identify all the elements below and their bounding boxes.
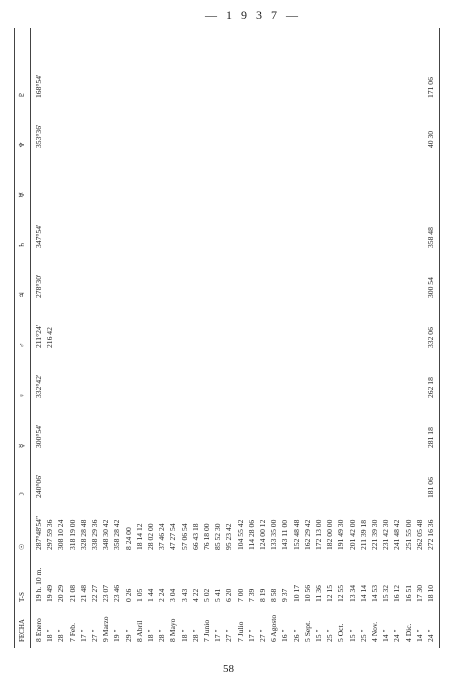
table-cell: 25 " — [358, 629, 368, 642]
table-cell: 10 56 — [302, 584, 312, 602]
table-cell: 66 43 18 — [190, 523, 200, 550]
table-cell: 300 54 — [426, 277, 435, 298]
table-cell: 13 34 — [347, 584, 357, 602]
table-cell: 332°42' — [34, 374, 43, 398]
table-cell: 172 13 00 — [314, 519, 323, 550]
table-cell: 18 " — [146, 629, 155, 642]
table-cell: 16 12 — [392, 584, 402, 602]
table-cell: 191 49 30 — [336, 519, 346, 550]
table-cell: 1 05 — [134, 588, 144, 602]
table-cell: 281 18 — [426, 427, 435, 448]
table-cell: 328 28 48 — [78, 519, 88, 550]
table-cell: 15 " — [314, 629, 323, 642]
table-cell: 1 44 — [146, 588, 155, 602]
table-cell: 19 49 — [45, 584, 55, 602]
header-neptune-icon: ♆ — [18, 141, 26, 148]
table-cell: 85 52 30 — [213, 523, 223, 550]
table-cell: 211 39 18 — [358, 519, 368, 550]
table-cell: 300°54' — [34, 424, 43, 448]
table-cell: 152 48 48 — [291, 519, 301, 550]
table-cell: 18 14 12 — [134, 523, 144, 550]
table-cell: 18 10 — [426, 584, 435, 602]
table-cell: 182 00 00 — [325, 519, 335, 550]
table-cell: 22 27 — [90, 584, 99, 602]
table-cell: 7 Julio — [235, 621, 245, 642]
table-cell: 19 " — [112, 629, 122, 642]
table-cell: 27 " — [258, 629, 267, 642]
table-cell: 3 43 — [179, 588, 189, 602]
table-cell: 14 53 — [370, 584, 379, 602]
table-cell: 57 06 54 — [179, 523, 189, 550]
table-cell: 240°06' — [34, 474, 43, 498]
table-cell: 18 " — [45, 629, 55, 642]
table-cell: 8 Enero — [34, 618, 43, 642]
table-cell: 4 Dic. — [403, 623, 413, 642]
table-cell: 28 " — [190, 629, 200, 642]
table-cell: 15 " — [347, 629, 357, 642]
table-cell: 3 04 — [168, 588, 178, 602]
table-cell: 27 " — [224, 629, 234, 642]
table-cell: 133 35 00 — [269, 519, 279, 550]
table-cell: 7 Junio — [202, 619, 211, 642]
header-pluto-icon: ♇ — [18, 91, 26, 98]
table-cell: 9 37 — [280, 588, 290, 602]
table-cell: 5 02 — [202, 588, 211, 602]
table-cell: 8 Abril — [134, 620, 144, 642]
table-cell: 114 28 06 — [246, 519, 256, 550]
table-cell: 171 06 — [426, 77, 435, 98]
table-cell: 278°30' — [34, 274, 43, 298]
table-cell: 21 08 — [67, 584, 77, 602]
table-cell: 347°54' — [34, 224, 43, 248]
header-mercury-icon: ☿ — [18, 443, 26, 448]
table-cell: 287°48'54" — [34, 515, 43, 550]
header-fecha: FECHA — [18, 619, 26, 642]
header-uranus-icon: ♅ — [18, 191, 26, 198]
table-cell: 7 00 — [235, 588, 245, 602]
table-cell: 17 " — [213, 629, 223, 642]
header-venus-icon: ♀ — [18, 392, 26, 398]
table-cell: 358 48 — [426, 227, 435, 248]
table-cell: 14 " — [414, 629, 424, 642]
table-cell: 8 Mayo — [168, 618, 178, 642]
table-cell: 297 59 36 — [45, 519, 55, 550]
table-cell: 5 Oct. — [336, 623, 346, 642]
table-cell: 16 " — [280, 629, 290, 642]
table-bottom-rule — [439, 28, 440, 648]
table-cell: 168°54' — [34, 74, 43, 98]
table-cell: 348 30 42 — [101, 519, 111, 550]
table-cell: 23 46 — [112, 584, 122, 602]
page-number: 58 — [223, 663, 234, 675]
table-cell: 17 " — [78, 629, 88, 642]
table-cell: 19 h. 10 m. — [34, 567, 43, 602]
table-cell: 37 46 24 — [157, 523, 167, 550]
table-cell: 143 11 00 — [280, 519, 290, 550]
table-cell: 24 " — [426, 629, 435, 642]
table-cell: 216 42 — [45, 327, 55, 348]
table-cell: 0 26 — [123, 588, 133, 602]
table-cell: 272 16 36 — [426, 519, 435, 550]
table-top-rule — [14, 28, 15, 648]
table-cell: 12 15 — [325, 584, 335, 602]
table-cell: 14 14 — [358, 584, 368, 602]
table-cell: 95 23 42 — [224, 523, 234, 550]
table-cell: 9 Marzo — [101, 616, 111, 642]
header-sun-icon: ☉ — [18, 543, 26, 550]
table-cell: 251 55 00 — [403, 519, 413, 550]
table-row — [426, 28, 439, 648]
header-mars-icon: ♂ — [18, 342, 26, 348]
table-cell: 26 " — [291, 629, 301, 642]
table-cell: 17 " — [246, 629, 256, 642]
table-cell: 181 06 — [426, 477, 435, 498]
table-cell: 5 Sept. — [302, 620, 312, 642]
table-cell: 18 " — [179, 629, 189, 642]
table-cell: 6 20 — [224, 588, 234, 602]
table-cell: 15 32 — [381, 584, 391, 602]
table-cell: 21 48 — [78, 584, 88, 602]
table-cell: 332 06 — [426, 327, 435, 348]
table-cell: 241 48 42 — [392, 519, 402, 550]
table-cell: 4 22 — [190, 588, 200, 602]
table-cell: 24 " — [392, 629, 402, 642]
table-cell: 10 17 — [291, 584, 301, 602]
table-cell: 104 55 42 — [235, 519, 245, 550]
table-cell: 308 10 24 — [56, 519, 66, 550]
table-cell: 76 18 00 — [202, 523, 211, 550]
table-cell: 5 41 — [213, 588, 223, 602]
table-cell: 7 39 — [246, 588, 256, 602]
table-cell: 262 05 48 — [414, 519, 424, 550]
year-header: — 1 9 3 7 — — [205, 8, 301, 22]
table-cell: 28 02 00 — [146, 523, 155, 550]
table-cell: 318 19 00 — [67, 519, 77, 550]
table-cell: 8 24 00 — [123, 527, 133, 550]
header-ts: T-S — [18, 592, 26, 602]
table-cell: 25 " — [325, 629, 335, 642]
table-cell: 4 Nov. — [370, 621, 379, 642]
table-cell: 12 55 — [336, 584, 346, 602]
table-cell: 17 30 — [414, 584, 424, 602]
table-cell: 201 42 00 — [347, 519, 357, 550]
table-cell: 23 07 — [101, 584, 111, 602]
table-cell: 14 " — [381, 629, 391, 642]
table-cell: 231 42 30 — [381, 519, 391, 550]
table-cell: 7 Feb. — [67, 623, 77, 642]
table-cell: 8 58 — [269, 588, 279, 602]
table-cell: 20 29 — [56, 584, 66, 602]
table-cell: 28 " — [56, 629, 66, 642]
table-cell: 221 39 30 — [370, 519, 379, 550]
table-cell: 47 27 54 — [168, 523, 178, 550]
table-cell: 211°24' — [34, 324, 43, 348]
header-moon-icon: ☽ — [18, 491, 26, 498]
table-cell: 358 28 42 — [112, 519, 122, 550]
table-cell: 162 29 42 — [302, 519, 312, 550]
table-cell: 338 29 36 — [90, 519, 99, 550]
table-cell: 16 51 — [403, 584, 413, 602]
table-cell: 262 18 — [426, 377, 435, 398]
table-cell: 6 Agosto — [269, 614, 279, 642]
table-cell: 29 " — [123, 629, 133, 642]
table-cell: 8 19 — [258, 588, 267, 602]
table-header-rule — [30, 28, 31, 648]
header-saturn-icon: ♄ — [18, 241, 26, 248]
table-cell: 28 " — [157, 629, 167, 642]
table-cell: 124 00 12 — [258, 519, 267, 550]
ephemeris-table — [14, 28, 452, 648]
table-cell: 40 30 — [426, 130, 435, 148]
table-cell: 353°36' — [34, 124, 43, 148]
table-cell: 27 " — [90, 629, 99, 642]
header-jupiter-icon: ♃ — [18, 291, 26, 298]
table-cell: 2 24 — [157, 588, 167, 602]
table-cell: 11 36 — [314, 585, 323, 602]
